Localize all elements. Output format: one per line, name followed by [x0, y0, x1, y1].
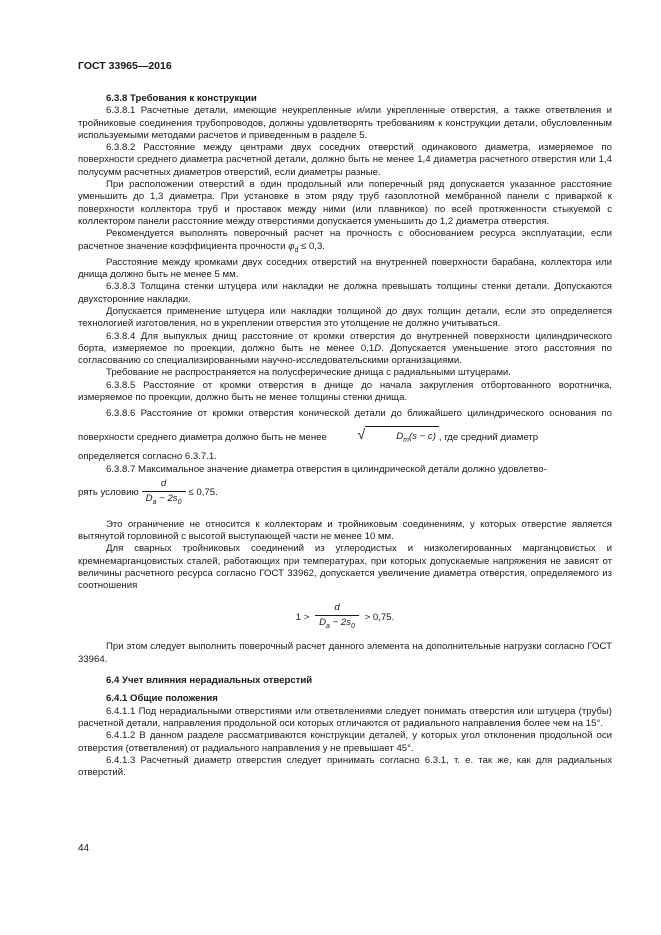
- fraction-formula-2: $\frac{d}{D_a - 2s_0}$: [315, 602, 359, 633]
- paragraph: Допускается применение штуцера или накладки толщиной до двух толщин детали, если это определяется технологией изготовления, но в укреплении отверстия это утолщение не должно учитываться.: [78, 305, 612, 330]
- paragraph: Для сварных тройниковых соединений из углеродистых и низколегированных марганцовистых и кремнемарганцовистых сталей, работающих при температурах, при которых допускаемые напряжения не зависят от величины расчетного ресурса согласно ГОСТ 33962, допускается увеличение диаметра отверстия, определяемого из соотношения: [78, 543, 612, 592]
- paragraph: 6.4.1.1 Под нерадиальными отверстиями или ответвлениями следует понимать отверстия или штуцера (трубы) расчетной детали, направления продольной оси которых отличаются от радиального направления более чем на 15°.: [78, 705, 612, 729]
- sqrt-formula: √ $D_m(s - c)$: [330, 424, 439, 451]
- section-title-6-4-1: 6.4.1 Общие положения: [106, 693, 218, 705]
- paragraph: 6.3.8.6 Расстояние от кромки отверстия конической детали до ближайшего цилиндрического основания по поверхности среднего диаметра должно быть не менее √ $D_m(s - c)$ , где средний диаметр: [78, 404, 612, 451]
- paragraph: Расстояние между кромками двух соседних отверстий на внутренней поверхности барабана, коллектора или днища должно быть не менее 5 мм.: [78, 256, 612, 281]
- paragraph: 6.3.8.1 Расчетные детали, имеющие неукрепленные и/или укрепленные отверстия, а также ответвления и тройниковые соединения трубопроводов, должны удовлетворять требованиям к конструкции детали, обусловленным используемыми методами расчетов и приведенным в разделе 5.: [78, 105, 612, 141]
- page-number: 44: [78, 843, 90, 854]
- section-title-6-3-8: 6.3.8 Требования к конструкции: [106, 93, 257, 104]
- formula-ratio: 1 > $\frac{d}{D_a - 2s_0}$ > 0,75.: [78, 602, 612, 633]
- paragraph: 6.4.1.2 В данном разделе рассматриваются конструкции деталей, у которых угол отклонения продольной оси отверстия (ответвления) от радиального направления у не превышает 45°.: [78, 730, 612, 754]
- formula-condition: рять условию $\frac{d}{D_a - 2s_0}$ ≤ 0,75.: [78, 478, 612, 509]
- paragraph: Рекомендуется выполнять поверочный расчет на прочность с обоснованием ресурса эксплуатации, если расчетное значение коэффициента прочности $\varphi_d \le 0,3$.: [78, 228, 612, 254]
- paragraph: 6.4.1.3 Расчетный диаметр отверстия следует принимать согласно 6.3.1, т. е. так же, как для радиальных отверстий.: [78, 754, 612, 779]
- paragraph: определяется согласно 6.3.7.1.: [78, 451, 217, 463]
- document-header: ГОСТ 33965—2016: [78, 60, 172, 72]
- paragraph: 6.3.8.4 Для выпуклых днищ расстояние от кромки отверстия до внутренней поверхности цилиндрического борта, измеряемое по проекции, должно быть не менее 0,1D. Допускается уменьшение этого расстояния по согласованию со специализированными научно-исследовательскими организациями.: [78, 330, 612, 367]
- document-body: [78, 93, 612, 779]
- fraction-formula-1: $\frac{d}{D_a - 2s_0}$: [142, 478, 186, 509]
- paragraph: Это ограничение не относится к коллекторам и тройниковым соединениям, у которых отверстие является вытянутой горловиной с высотой выступающей части не менее 10 мм.: [78, 518, 612, 543]
- paragraph: 6.3.8.2 Расстояние между центрами двух соседних отверстий одинакового диаметра, измеряемое по поверхности среднего диаметра расчетной детали, должно быть не менее 1,4 диаметра расчетного отверстия или 1,4 полусумм расчетных диаметров отверстий, если диаметры разные.: [78, 142, 612, 178]
- paragraph: При этом следует выполнить поверочный расчет данного элемента на дополнительные нагрузки согласно ГОСТ 33964.: [78, 641, 612, 665]
- paragraph: При расположении отверстий в один продольный или поперечный ряд допускается указанное расстояние уменьшить до 1,3 диаметра. При установке в этом ряду труб газоплотной мембранной панели с приваркой к поверхности коллектора труб и проставок между ними (или плавников) по всей протяженности стыкуемой с коллектором панели расстояние между отверстиями допускается уменьшить до 1,2 диаметра отверстия.: [78, 179, 612, 227]
- section-title-6-4: 6.4 Учет влияния нерадиальных отверстий: [106, 675, 313, 687]
- paragraph: Требование не распространяется на полусферические днища с радиальными штуцерами.: [106, 367, 511, 379]
- paragraph: 6.3.8.5 Расстояние от кромки отверстия в днище до начала закругления отбортованного воротничка, измеряемое по проекции, должно быть не менее толщины стенки днища.: [78, 379, 612, 404]
- paragraph: 6.3.8.7 Максимальное значение диаметра отверстия в цилиндрической детали должно удовлетво-: [106, 463, 547, 475]
- paragraph: 6.3.8.3 Толщина стенки штуцера или накладки не должна превышать толщины стенки детали. Допускаются двухсторонние накладки.: [78, 281, 612, 305]
